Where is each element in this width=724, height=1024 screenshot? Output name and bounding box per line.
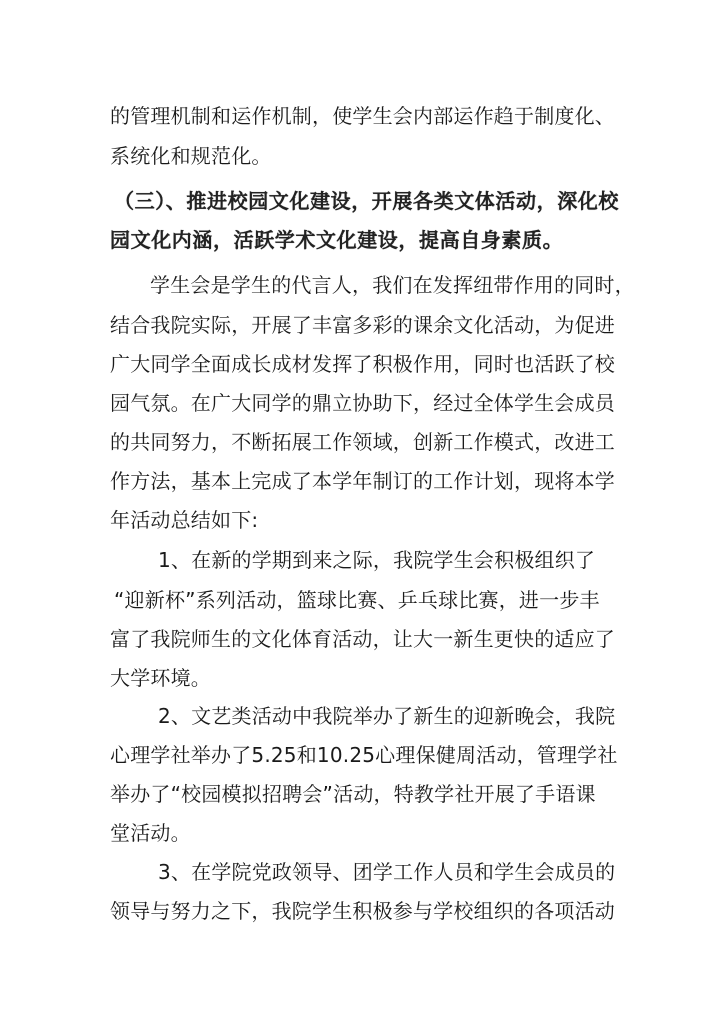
body-text-line: 堂活动。 [110, 821, 191, 845]
body-text-line: 大学环境。 [110, 666, 211, 690]
body-text-line: 举办了“校园模拟招聘会”活动，特教学社开展了手语课 [110, 782, 596, 806]
section-heading-line: （三）、推进校园文化建设，开展各类文体活动，深化校 [114, 189, 619, 213]
body-text-line: 心理学社举办了5.25和10.25心理保健周活动，管理学社 [110, 743, 618, 767]
body-text-line: “迎新杯”系列活动，篮球比赛、乒乓球比赛，进一步丰 [114, 588, 600, 612]
list-item-first-line: 3、在学院党政领导、团学工作人员和学生会成员的 [158, 860, 616, 884]
body-text-line: 的共同努力，不断拓展工作领域，创新工作模式，改进工 [110, 430, 615, 454]
body-text-line: 园气氛。在广大同学的鼎立协助下，经过全体学生会成员 [110, 391, 615, 415]
body-text-line: 系统化和规范化。 [110, 144, 272, 168]
body-text-line: 年活动总结如下: [110, 508, 259, 532]
body-text-line: 领导与努力之下，我院学生积极参与学校组织的各项活动 [110, 899, 615, 923]
list-item-first-line: 2、文艺类活动中我院举办了新生的迎新晚会，我院 [158, 704, 616, 728]
body-text-line: 结合我院实际，开展了丰富多彩的课余文化活动，为促进 [110, 313, 615, 337]
body-text-line: 作方法，基本上完成了本学年制订的工作计划，现将本学 [110, 469, 615, 493]
body-text-line: 的管理机制和运作机制，使学生会内部运作趋于制度化、 [110, 104, 615, 128]
section-heading-line: 园文化内涵，活跃学术文化建设，提高自身素质。 [110, 228, 564, 252]
body-text-line: 富了我院师生的文化体育活动，让大一新生更快的适应了 [110, 627, 615, 651]
list-item-first-line: 1、在新的学期到来之际，我院学生会积极组织了 [158, 548, 596, 572]
body-text-line: 广大同学全面成长成材发挥了积极作用，同时也活跃了校 [110, 352, 615, 376]
paragraph-first-line: 学生会是学生的代言人，我们在发挥纽带作用的同时， [150, 273, 635, 297]
